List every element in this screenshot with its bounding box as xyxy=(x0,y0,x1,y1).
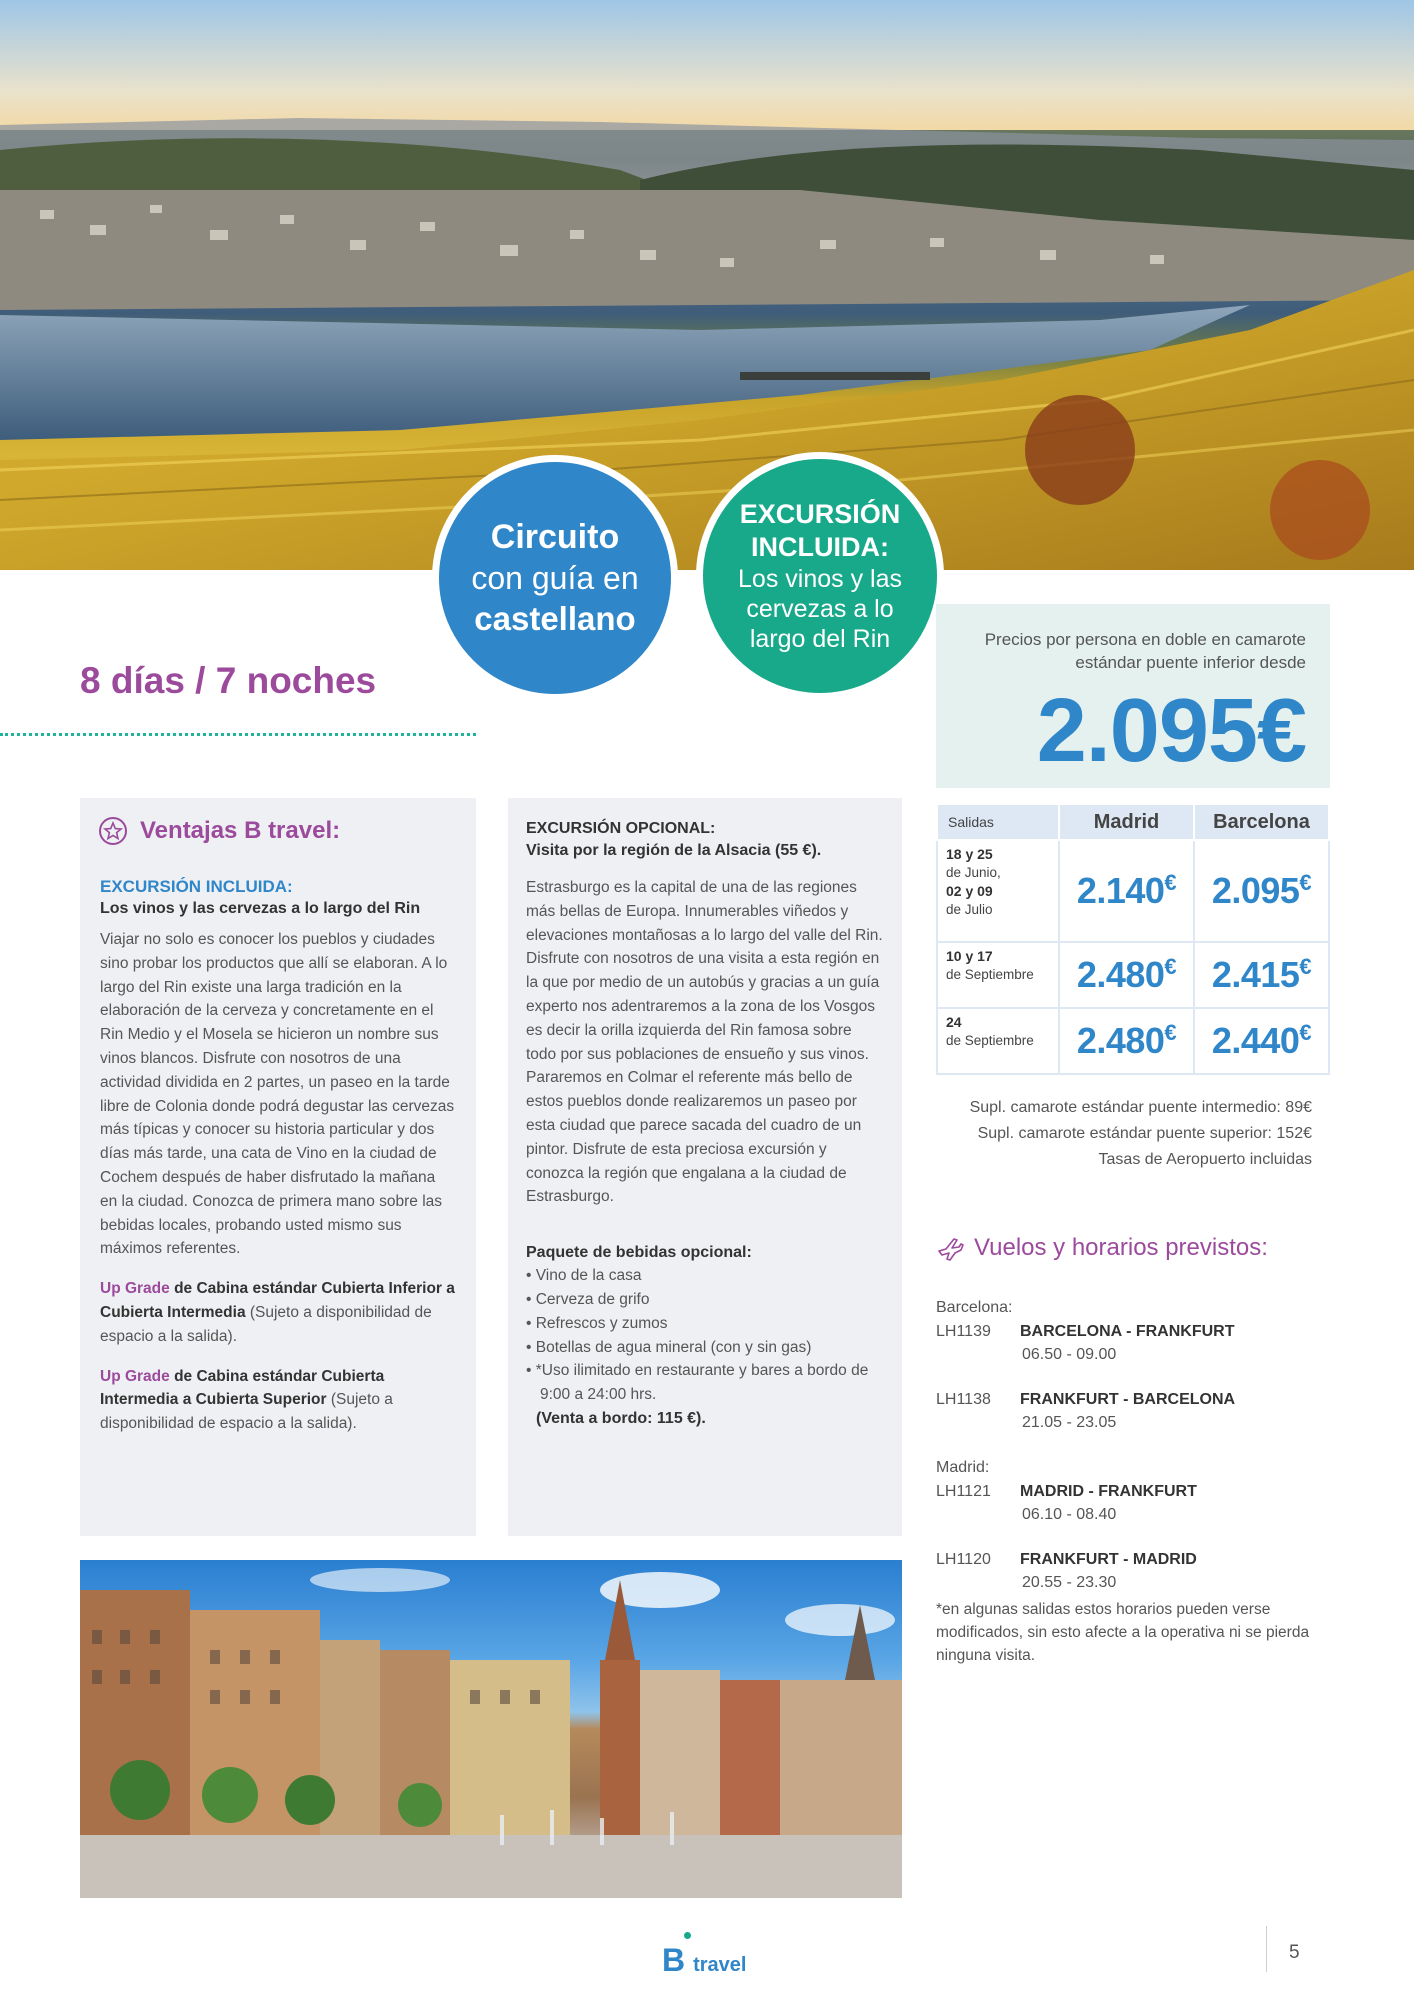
drinks-package-title: Paquete de bebidas opcional: xyxy=(526,1244,752,1262)
airport-taxes-note: Tasas de Aeropuerto incluidas xyxy=(1098,1151,1312,1168)
upgrade-2 xyxy=(100,1365,456,1436)
list-item: • Cerveza de grifo xyxy=(526,1288,884,1312)
departure-city-barcelona: Barcelona: xyxy=(936,1299,1013,1316)
currency: € xyxy=(1299,870,1312,895)
included-excursion-subtitle: Los vinos y las cervezas a lo largo del Rin xyxy=(100,900,421,917)
btravel-logo xyxy=(662,1942,746,1979)
logo-b: B xyxy=(662,1942,686,1978)
price-madrid xyxy=(1059,840,1194,942)
page-number: 5 xyxy=(1289,1942,1300,1963)
flights-header xyxy=(936,1234,1268,1262)
flight-route: FRANKFURT - BARCELONA xyxy=(1020,1391,1236,1408)
price-madrid xyxy=(1059,942,1194,1008)
excursion-badge-line3: Los vinos y las cervezas a lo largo del Rin xyxy=(738,565,902,653)
guide-badge-line2: con guía en xyxy=(471,560,639,596)
upgrade-1 xyxy=(100,1277,456,1348)
excursion-badge-line2: INCLUIDA: xyxy=(751,532,889,562)
list-item: • *Uso ilimitado en restaurante y bares a bordo de 9:00 a 24:00 hrs. xyxy=(526,1359,884,1407)
date-days: 18 y 25 xyxy=(946,846,993,862)
departure-dates xyxy=(937,840,1059,942)
header-departures: Salidas xyxy=(937,804,1059,840)
date-days: 10 y 17 xyxy=(946,948,993,964)
table-row xyxy=(937,942,1329,1008)
flights-list xyxy=(936,1296,1316,1667)
upgrade-2-bold: de Cabina estándar Cubierta Intermedia a Cubierta Superior xyxy=(100,1367,385,1409)
date-days: 24 xyxy=(946,1014,962,1030)
included-excursion-body: Viajar no solo es conocer los pueblos y ciudades sino probar los productos que allí se elaboran. A lo largo del Rin existe una larga tradición en la elaboración de la cerveza y concretamente en el Rin Medio y el Mosela se hicieron un nombre sus vinos blancos. Disfrute con nosotros de una actividad dividida en 2 partes, un paseo en la tarde libre de Colonia donde podrá degustar las cervezas más típicas y conocer su historia particular y dos días más tarde, una cata de Vino en la ciudad de Cochem después de haber disfrutado la mañana en la ciudad. Conozca de primera mano sobre las bebidas locales, probando usted mismo sus máximos referentes. xyxy=(100,931,455,1258)
upgrade-2-lead: Up Grade xyxy=(100,1367,170,1385)
flight-route: BARCELONA - FRANKFURT xyxy=(1020,1323,1235,1340)
hero-photo-rhine-valley xyxy=(0,0,1414,570)
list-item: • Botellas de agua mineral (con y sin gas) xyxy=(526,1336,884,1360)
optional-excursion-panel xyxy=(508,798,902,1536)
currency: € xyxy=(1164,870,1177,895)
price-barcelona xyxy=(1194,942,1329,1008)
flight-row xyxy=(936,1388,1316,1411)
date-month: de Septiembre xyxy=(946,967,1034,982)
price-value: 2.480 xyxy=(1076,1020,1165,1061)
currency: € xyxy=(1164,1020,1177,1045)
optional-excursion-subtitle: Visita por la región de la Alsacia (55 €). xyxy=(526,842,822,859)
price-value: 2.140 xyxy=(1076,870,1165,911)
flight-time: 20.55 - 23.30 xyxy=(1022,1574,1117,1591)
optional-excursion-body: Estrasburgo es la capital de una de las regiones más bellas de Europa. Innumerables viñedos y elevaciones montañosas a lo largo del valle del Rin. Disfrute con nosotros de una visita a esta región en la que por medio de un autobús y gracias a un guía experto nos adentraremos a la zona de los Vosgos es decir la orilla izquierda del Rin famosa sobre todo por sus poblaciones de ensueño y sus vinos. Pararemos en Colmar el referente más bello de estos pueblos donde realizaremos un paseo por esta ciudad que parece sacada del cuadro de un pintor. Disfrute de esta preciosa excursión y conozca la región que engalana a la ciudad de Estrasburgo. xyxy=(526,879,883,1206)
upgrade-1-bold: de Cabina estándar Cubierta Inferior a Cubierta Intermedia xyxy=(100,1280,455,1321)
currency: € xyxy=(1164,954,1177,979)
airplane-icon xyxy=(936,1234,964,1262)
currency: € xyxy=(1299,1020,1312,1045)
upgrade-2-rest: (Sujeto a disponibilidad de espacio a la salida). xyxy=(100,1391,393,1433)
price-value: 2.480 xyxy=(1076,954,1165,995)
included-excursion-title: EXCURSIÓN INCLUIDA: xyxy=(100,877,293,896)
list-item: • Vino de la casa xyxy=(526,1264,884,1288)
guide-badge-line1: Circuito xyxy=(490,518,620,556)
departure-dates xyxy=(937,942,1059,1008)
date-days: 02 y 09 xyxy=(946,883,993,899)
supplement-middle-deck: Supl. camarote estándar puente intermedio: 89€ xyxy=(969,1099,1312,1116)
price-from: 2.095€ xyxy=(1036,681,1306,781)
advantages-title: Ventajas B travel: xyxy=(140,817,341,844)
supplements xyxy=(936,1095,1312,1173)
flight-row xyxy=(936,1320,1316,1343)
drinks-package-list xyxy=(526,1264,884,1407)
flight-row xyxy=(936,1480,1316,1503)
flight-code: LH1138 xyxy=(936,1391,991,1408)
departure-city-madrid: Madrid: xyxy=(936,1459,990,1476)
price-barcelona xyxy=(1194,1008,1329,1074)
upgrade-1-rest: (Sujeto a disponibilidad de espacio a la salida). xyxy=(100,1303,432,1345)
supplement-upper-deck: Supl. camarote estándar puente superior: 152€ xyxy=(977,1125,1312,1142)
star-icon xyxy=(98,816,128,846)
price-note: Precios por persona en doble en camarote estándar puente inferior desde xyxy=(984,630,1306,672)
table-row xyxy=(937,840,1329,942)
advantages-panel xyxy=(80,798,476,1536)
price-madrid xyxy=(1059,1008,1194,1074)
departure-dates xyxy=(937,1008,1059,1074)
currency: € xyxy=(1299,954,1312,979)
date-month: de Junio, xyxy=(946,865,1001,880)
flight-route: FRANKFURT - MADRID xyxy=(1020,1551,1197,1568)
flight-code: LH1120 xyxy=(936,1551,991,1568)
header-barcelona: Barcelona xyxy=(1194,804,1329,840)
page-number-divider xyxy=(1266,1926,1267,1972)
list-item: • Refrescos y zumos xyxy=(526,1312,884,1336)
flight-time: 06.50 - 09.00 xyxy=(1022,1346,1117,1363)
flights-title: Vuelos y horarios previstos: xyxy=(974,1234,1268,1261)
guide-badge-line3: castellano xyxy=(474,600,636,637)
flight-time: 21.05 - 23.05 xyxy=(1022,1414,1117,1431)
dotted-divider xyxy=(0,733,476,736)
header-madrid: Madrid xyxy=(1059,804,1194,840)
strasbourg-photo xyxy=(80,1560,902,1898)
price-table xyxy=(936,803,1330,1075)
optional-excursion-title: EXCURSIÓN OPCIONAL: xyxy=(526,820,716,837)
date-month: de Septiembre xyxy=(946,1033,1034,1048)
logo-text: travel xyxy=(693,1954,747,1976)
price-value: 2.415 xyxy=(1211,954,1300,995)
price-value: 2.095 xyxy=(1211,870,1300,911)
trip-duration: 8 días / 7 noches xyxy=(80,660,377,701)
excursion-badge xyxy=(696,452,944,700)
flight-code: LH1139 xyxy=(936,1323,991,1340)
flight-code: LH1121 xyxy=(936,1483,991,1500)
date-month: de Julio xyxy=(946,902,993,917)
upgrade-1-lead: Up Grade xyxy=(100,1280,170,1298)
price-barcelona xyxy=(1194,840,1329,942)
excursion-badge-line1: EXCURSIÓN xyxy=(739,499,901,529)
price-value: 2.440 xyxy=(1211,1020,1300,1061)
table-row xyxy=(937,1008,1329,1074)
price-box xyxy=(936,604,1330,788)
flight-route: MADRID - FRANKFURT xyxy=(1020,1483,1197,1500)
flight-row xyxy=(936,1548,1316,1571)
drinks-package-price: (Venta a bordo: 115 €). xyxy=(536,1409,706,1427)
guide-badge xyxy=(432,455,678,701)
flight-time: 06.10 - 08.40 xyxy=(1022,1506,1117,1523)
logo-dot xyxy=(684,1932,691,1939)
flights-disclaimer: *en algunas salidas estos horarios pueden verse modificados, sin esto afecte a la operativa ni se pierda ninguna visita. xyxy=(936,1601,1310,1664)
